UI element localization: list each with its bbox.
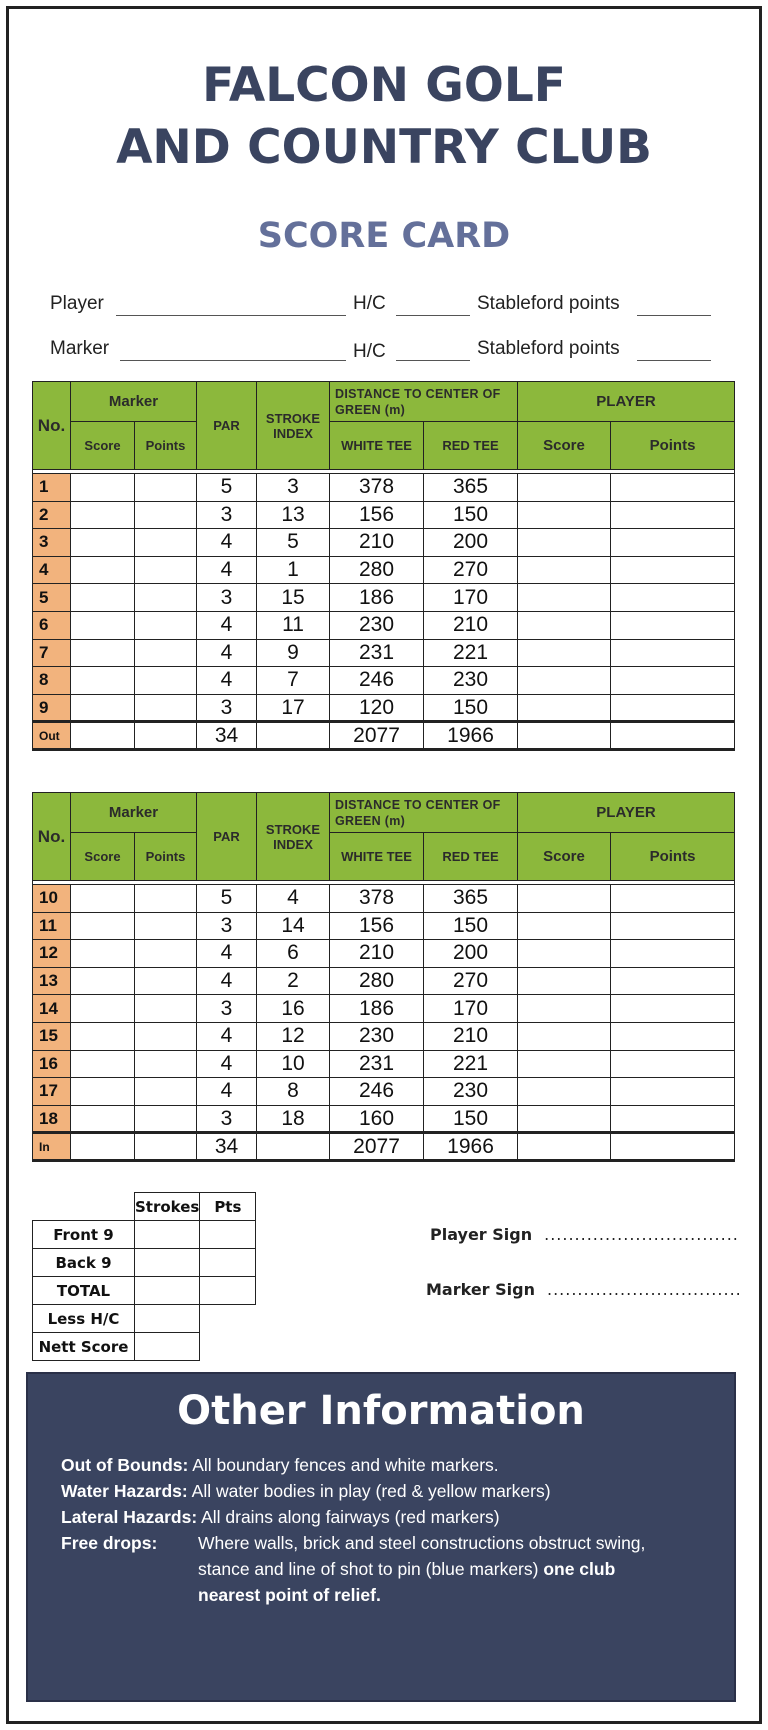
white-tee-cell: 280 — [330, 967, 424, 995]
stroke-index-total-cell — [257, 1133, 330, 1161]
player-points-cell[interactable] — [611, 940, 735, 968]
hole-row — [33, 694, 735, 722]
marker-score-cell[interactable] — [71, 667, 135, 695]
white-tee-cell: 186 — [330, 584, 424, 612]
back-nine-rows — [33, 881, 735, 1161]
hole-number: 11 — [33, 912, 71, 940]
par-total-cell: 34 — [197, 722, 257, 750]
player-score-total-cell[interactable] — [518, 1133, 611, 1161]
stroke-index-cell: 3 — [257, 474, 330, 502]
marker-score-cell[interactable] — [71, 967, 135, 995]
player-score-cell[interactable] — [518, 1022, 611, 1050]
player-points-cell[interactable] — [611, 667, 735, 695]
hole-number: 16 — [33, 1050, 71, 1078]
stroke-index-cell: 15 — [257, 584, 330, 612]
distance-header: DISTANCE TO CENTER OF GREEN (m) — [330, 793, 518, 833]
stroke-index-total-cell — [257, 722, 330, 750]
player-header: PLAYER — [518, 793, 735, 833]
hole-row — [33, 1078, 735, 1106]
marker-header: Marker — [71, 793, 197, 833]
marker-stableford-line[interactable] — [637, 360, 711, 361]
stroke-index-cell: 4 — [257, 885, 330, 913]
hole-row — [33, 556, 735, 584]
hole-number: 10 — [33, 885, 71, 913]
marker-score-cell[interactable] — [71, 912, 135, 940]
marker-score-cell[interactable] — [71, 474, 135, 502]
lateral-label: Lateral Hazards: — [61, 1507, 198, 1527]
par-cell: 4 — [197, 1022, 257, 1050]
marker-points-cell[interactable] — [135, 885, 197, 913]
marker-score-cell[interactable] — [71, 611, 135, 639]
free-drops-row — [61, 1530, 157, 1556]
marker-score-cell[interactable] — [71, 885, 135, 913]
red-tee-cell: 210 — [424, 611, 518, 639]
stroke-index-cell: 14 — [257, 912, 330, 940]
hole-row — [33, 885, 735, 913]
stroke-index-cell: 11 — [257, 611, 330, 639]
drops-line-1: Where walls, brick and steel constructions obstruct swing, — [198, 1533, 646, 1553]
player-score-cell[interactable] — [518, 885, 611, 913]
stroke-index-cell: 16 — [257, 995, 330, 1023]
white-tee-cell: 230 — [330, 1022, 424, 1050]
player-score-cell[interactable] — [518, 995, 611, 1023]
hole-row — [33, 667, 735, 695]
total-row — [33, 722, 735, 750]
marker-points-cell[interactable] — [135, 556, 197, 584]
player-points-cell[interactable] — [611, 1022, 735, 1050]
par-cell: 3 — [197, 1105, 257, 1133]
red-tee-cell: 150 — [424, 694, 518, 722]
marker-header: Marker — [71, 382, 197, 422]
total-label: TOTAL — [33, 1277, 135, 1305]
player-fields — [50, 289, 720, 321]
other-information-title: Other Information — [177, 1388, 585, 1434]
score-card-title: SCORE CARD — [257, 216, 511, 256]
player-points-total-cell[interactable] — [611, 1133, 735, 1161]
marker-score-total-cell[interactable] — [71, 1133, 135, 1161]
marker-points-cell[interactable] — [135, 501, 197, 529]
back-nine-table — [32, 792, 735, 1162]
club-name-line-2: AND COUNTRY CLUB — [116, 120, 652, 175]
less-hc-cell[interactable] — [135, 1305, 200, 1333]
hole-row — [33, 967, 735, 995]
red-tee-cell: 221 — [424, 639, 518, 667]
par-header: PAR — [197, 793, 257, 881]
free-drops-text — [198, 1530, 718, 1608]
drops-line-3: nearest point of relief. — [198, 1585, 381, 1605]
marker-score-total-cell[interactable] — [71, 722, 135, 750]
hole-row — [33, 995, 735, 1023]
par-cell: 4 — [197, 667, 257, 695]
player-points-cell[interactable] — [611, 584, 735, 612]
white-tee-header: WHITE TEE — [330, 833, 424, 881]
red-tee-cell: 170 — [424, 995, 518, 1023]
player-hc-label: H/C — [353, 293, 386, 314]
hole-row — [33, 474, 735, 502]
total-strokes-cell[interactable] — [135, 1277, 200, 1305]
hole-number: 7 — [33, 639, 71, 667]
nett-score-cell[interactable] — [135, 1333, 200, 1361]
red-tee-cell: 200 — [424, 940, 518, 968]
player-score-total-cell[interactable] — [518, 722, 611, 750]
marker-points-cell[interactable] — [135, 1078, 197, 1106]
drops-line-2: stance and line of shot to pin (blue markers) one club — [198, 1559, 616, 1579]
marker-sign-line[interactable]: ................................ — [546, 1280, 742, 1299]
player-hc-line[interactable] — [396, 315, 470, 316]
par-cell: 4 — [197, 529, 257, 557]
player-score-cell[interactable] — [518, 1078, 611, 1106]
par-cell: 5 — [197, 474, 257, 502]
white-tee-cell: 186 — [330, 995, 424, 1023]
hole-row — [33, 940, 735, 968]
hole-number: 1 — [33, 474, 71, 502]
white-tee-cell: 378 — [330, 885, 424, 913]
marker-score-cell[interactable] — [71, 1022, 135, 1050]
player-score-cell[interactable] — [518, 1050, 611, 1078]
stroke-index-cell: 6 — [257, 940, 330, 968]
player-score-header: Score — [518, 833, 611, 881]
player-score-cell[interactable] — [518, 1105, 611, 1133]
white-tee-cell: 230 — [330, 611, 424, 639]
par-cell: 3 — [197, 694, 257, 722]
red-tee-cell: 150 — [424, 1105, 518, 1133]
hole-row — [33, 501, 735, 529]
stroke-index-cell: 9 — [257, 639, 330, 667]
player-name-line[interactable] — [116, 315, 346, 316]
hole-number: 5 — [33, 584, 71, 612]
player-score-cell[interactable] — [518, 694, 611, 722]
white-tee-cell: 120 — [330, 694, 424, 722]
player-score-cell[interactable] — [518, 639, 611, 667]
marker-points-cell[interactable] — [135, 967, 197, 995]
water-hazards-row — [61, 1478, 551, 1504]
hole-number: 12 — [33, 940, 71, 968]
player-score-cell[interactable] — [518, 611, 611, 639]
red-tee-header: RED TEE — [424, 833, 518, 881]
par-cell: 3 — [197, 995, 257, 1023]
front-nine-table — [32, 381, 735, 751]
summary-table — [32, 1192, 256, 1361]
back9-pts-cell[interactable] — [200, 1249, 256, 1277]
stroke-index-cell: 1 — [257, 556, 330, 584]
white-tee-total-cell: 2077 — [330, 1133, 424, 1161]
marker-score-cell[interactable] — [71, 1050, 135, 1078]
white-tee-cell: 210 — [330, 529, 424, 557]
marker-points-cell[interactable] — [135, 584, 197, 612]
club-name-line-1: FALCON GOLF — [202, 58, 566, 113]
player-score-cell[interactable] — [518, 556, 611, 584]
stroke-index-cell: 17 — [257, 694, 330, 722]
marker-score-cell[interactable] — [71, 556, 135, 584]
player-sign-line[interactable]: ................................ — [544, 1225, 739, 1244]
hole-row — [33, 529, 735, 557]
marker-points-header: Points — [135, 422, 197, 470]
player-points-cell[interactable] — [611, 639, 735, 667]
nett-score-label: Nett Score — [33, 1333, 135, 1361]
front9-label: Front 9 — [33, 1221, 135, 1249]
white-tee-cell: 210 — [330, 940, 424, 968]
marker-points-cell[interactable] — [135, 667, 197, 695]
player-score-cell[interactable] — [518, 529, 611, 557]
red-tee-header: RED TEE — [424, 422, 518, 470]
red-tee-cell: 150 — [424, 912, 518, 940]
par-cell: 4 — [197, 556, 257, 584]
marker-points-cell[interactable] — [135, 529, 197, 557]
stroke-index-cell: 2 — [257, 967, 330, 995]
player-points-cell[interactable] — [611, 529, 735, 557]
par-cell: 4 — [197, 611, 257, 639]
marker-points-total-cell[interactable] — [135, 722, 197, 750]
total-row — [33, 1133, 735, 1161]
stroke-index-cell: 12 — [257, 1022, 330, 1050]
strokes-header: Strokes — [135, 1193, 200, 1221]
hole-number: 2 — [33, 501, 71, 529]
hole-number: 9 — [33, 694, 71, 722]
par-cell: 4 — [197, 1078, 257, 1106]
player-points-total-cell[interactable] — [611, 722, 735, 750]
player-points-cell[interactable] — [611, 1105, 735, 1133]
marker-fields — [50, 334, 720, 366]
oob-text: All boundary fences and white markers. — [188, 1455, 499, 1475]
hole-number: 14 — [33, 995, 71, 1023]
other-information-panel — [26, 1372, 736, 1702]
marker-points-cell[interactable] — [135, 912, 197, 940]
hole-row — [33, 1022, 735, 1050]
hole-number: 8 — [33, 667, 71, 695]
player-points-cell[interactable] — [611, 995, 735, 1023]
player-stableford-line[interactable] — [637, 315, 711, 316]
par-cell: 3 — [197, 912, 257, 940]
marker-points-cell[interactable] — [135, 940, 197, 968]
marker-points-cell[interactable] — [135, 474, 197, 502]
back9-label: Back 9 — [33, 1249, 135, 1277]
marker-score-cell[interactable] — [71, 529, 135, 557]
marker-points-header: Points — [135, 833, 197, 881]
white-tee-cell: 156 — [330, 912, 424, 940]
red-tee-cell: 221 — [424, 1050, 518, 1078]
hole-number: 4 — [33, 556, 71, 584]
marker-name-line[interactable] — [120, 360, 346, 361]
hole-row — [33, 611, 735, 639]
hole-number: 3 — [33, 529, 71, 557]
marker-points-cell[interactable] — [135, 611, 197, 639]
hole-row — [33, 1050, 735, 1078]
marker-score-cell[interactable] — [71, 940, 135, 968]
red-tee-cell: 230 — [424, 1078, 518, 1106]
par-cell: 4 — [197, 1050, 257, 1078]
player-points-cell[interactable] — [611, 556, 735, 584]
marker-score-header: Score — [71, 833, 135, 881]
front-nine-rows — [33, 470, 735, 750]
stroke-index-cell: 5 — [257, 529, 330, 557]
player-sign-label: Player Sign — [430, 1225, 533, 1244]
red-tee-cell: 270 — [424, 967, 518, 995]
player-score-cell[interactable] — [518, 667, 611, 695]
total-pts-cell[interactable] — [200, 1277, 256, 1305]
marker-points-cell[interactable] — [135, 1050, 197, 1078]
white-tee-total-cell: 2077 — [330, 722, 424, 750]
stroke-index-header: STROKE INDEX — [257, 382, 330, 470]
player-score-cell[interactable] — [518, 501, 611, 529]
total-label: In — [33, 1133, 71, 1161]
total-label: Out — [33, 722, 71, 750]
water-text: All water bodies in play (red & yellow markers) — [187, 1481, 551, 1501]
back9-strokes-cell[interactable] — [135, 1249, 200, 1277]
hole-row — [33, 1105, 735, 1133]
white-tee-header: WHITE TEE — [330, 422, 424, 470]
stroke-index-cell: 8 — [257, 1078, 330, 1106]
marker-score-cell[interactable] — [71, 1105, 135, 1133]
player-points-cell[interactable] — [611, 1078, 735, 1106]
par-cell: 3 — [197, 584, 257, 612]
white-tee-cell: 246 — [330, 667, 424, 695]
player-points-header: Points — [611, 833, 735, 881]
marker-score-cell[interactable] — [71, 639, 135, 667]
par-cell: 3 — [197, 501, 257, 529]
oob-label: Out of Bounds: — [61, 1455, 189, 1475]
marker-score-cell[interactable] — [71, 995, 135, 1023]
red-tee-cell: 270 — [424, 556, 518, 584]
pts-header: Pts — [200, 1193, 256, 1221]
stroke-index-cell: 7 — [257, 667, 330, 695]
marker-points-cell[interactable] — [135, 1105, 197, 1133]
drops-label: Free drops: — [61, 1533, 158, 1553]
white-tee-cell: 246 — [330, 1078, 424, 1106]
white-tee-cell: 160 — [330, 1105, 424, 1133]
white-tee-cell: 156 — [330, 501, 424, 529]
player-points-header: Points — [611, 422, 735, 470]
hole-number: 15 — [33, 1022, 71, 1050]
marker-sign-label: Marker Sign — [426, 1280, 535, 1299]
marker-score-cell[interactable] — [71, 501, 135, 529]
player-score-cell[interactable] — [518, 967, 611, 995]
hole-number: 18 — [33, 1105, 71, 1133]
white-tee-cell: 231 — [330, 1050, 424, 1078]
marker-points-cell[interactable] — [135, 995, 197, 1023]
hole-number: 17 — [33, 1078, 71, 1106]
marker-score-header: Score — [71, 422, 135, 470]
par-cell: 5 — [197, 885, 257, 913]
par-total-cell: 34 — [197, 1133, 257, 1161]
player-stableford-label: Stableford points — [477, 293, 620, 314]
white-tee-cell: 231 — [330, 639, 424, 667]
marker-hc-label: H/C — [353, 341, 386, 362]
player-header: PLAYER — [518, 382, 735, 422]
hole-row — [33, 912, 735, 940]
player-score-header: Score — [518, 422, 611, 470]
marker-points-cell[interactable] — [135, 694, 197, 722]
player-points-cell[interactable] — [611, 611, 735, 639]
red-tee-cell: 365 — [424, 885, 518, 913]
stroke-index-cell: 10 — [257, 1050, 330, 1078]
par-cell: 4 — [197, 639, 257, 667]
marker-sign[interactable] — [426, 1280, 742, 1299]
out-of-bounds-row — [61, 1452, 499, 1478]
player-score-cell[interactable] — [518, 940, 611, 968]
stroke-index-header: STROKE INDEX — [257, 793, 330, 881]
player-score-cell[interactable] — [518, 474, 611, 502]
marker-score-cell[interactable] — [71, 584, 135, 612]
player-points-cell[interactable] — [611, 501, 735, 529]
marker-score-cell[interactable] — [71, 1078, 135, 1106]
red-tee-cell: 150 — [424, 501, 518, 529]
red-tee-total-cell: 1966 — [424, 722, 518, 750]
marker-points-total-cell[interactable] — [135, 1133, 197, 1161]
player-points-cell[interactable] — [611, 967, 735, 995]
hole-row — [33, 584, 735, 612]
red-tee-cell: 170 — [424, 584, 518, 612]
front9-strokes-cell[interactable] — [135, 1221, 200, 1249]
player-label: Player — [50, 293, 104, 314]
marker-points-cell[interactable] — [135, 1022, 197, 1050]
player-sign[interactable] — [430, 1225, 739, 1244]
white-tee-cell: 280 — [330, 556, 424, 584]
player-points-cell[interactable] — [611, 474, 735, 502]
par-cell: 4 — [197, 967, 257, 995]
no-header: No. — [33, 793, 71, 881]
white-tee-cell: 378 — [330, 474, 424, 502]
player-points-cell[interactable] — [611, 912, 735, 940]
player-score-cell[interactable] — [518, 584, 611, 612]
red-tee-cell: 365 — [424, 474, 518, 502]
par-cell: 4 — [197, 940, 257, 968]
hole-number: 13 — [33, 967, 71, 995]
marker-points-cell[interactable] — [135, 639, 197, 667]
red-tee-total-cell: 1966 — [424, 1133, 518, 1161]
no-header: No. — [33, 382, 71, 470]
hole-number: 6 — [33, 611, 71, 639]
red-tee-cell: 210 — [424, 1022, 518, 1050]
player-points-cell[interactable] — [611, 1050, 735, 1078]
marker-hc-line[interactable] — [396, 360, 470, 361]
less-hc-label: Less H/C — [33, 1305, 135, 1333]
stroke-index-cell: 18 — [257, 1105, 330, 1133]
front9-pts-cell[interactable] — [200, 1221, 256, 1249]
player-points-cell[interactable] — [611, 885, 735, 913]
distance-header: DISTANCE TO CENTER OF GREEN (m) — [330, 382, 518, 422]
lateral-text: All drains along fairways (red markers) — [197, 1507, 500, 1527]
lateral-hazards-row — [61, 1504, 500, 1530]
marker-stableford-label: Stableford points — [477, 338, 620, 359]
stroke-index-cell: 13 — [257, 501, 330, 529]
water-label: Water Hazards: — [61, 1481, 188, 1501]
player-score-cell[interactable] — [518, 912, 611, 940]
red-tee-cell: 230 — [424, 667, 518, 695]
par-header: PAR — [197, 382, 257, 470]
red-tee-cell: 200 — [424, 529, 518, 557]
player-points-cell[interactable] — [611, 694, 735, 722]
marker-score-cell[interactable] — [71, 694, 135, 722]
marker-label: Marker — [50, 338, 110, 359]
hole-row — [33, 639, 735, 667]
